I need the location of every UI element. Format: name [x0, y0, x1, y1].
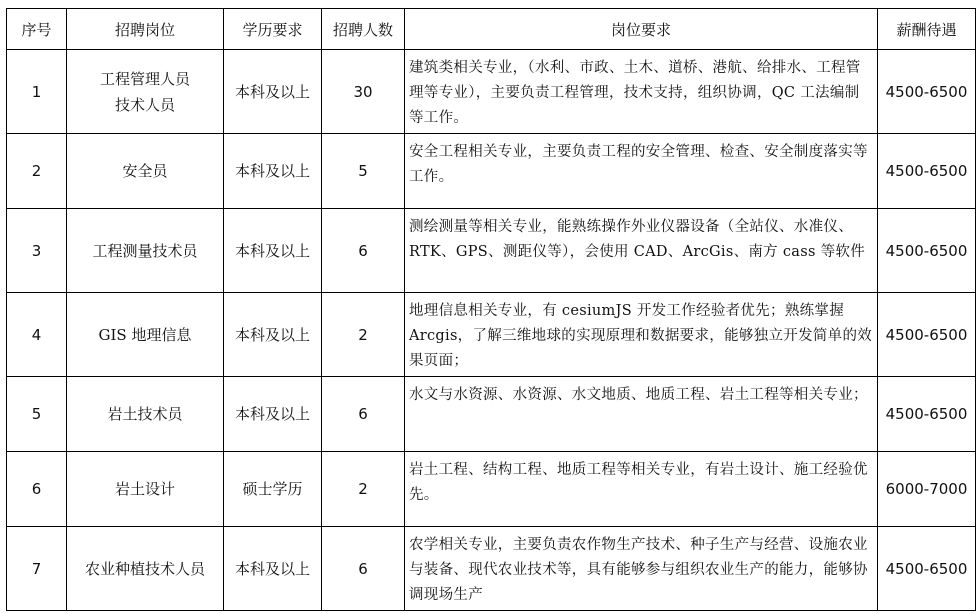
row-count: 6: [322, 377, 405, 452]
row-education: 本科及以上: [224, 134, 322, 209]
position-line: 岩土设计: [114, 480, 175, 498]
row-requirements: 安全工程相关专业，主要负责工程的安全管理、检查、安全制度落实等工作。: [405, 134, 878, 209]
header-no: 序号: [7, 9, 67, 50]
row-education: 本科及以上: [224, 527, 322, 611]
row-count: 6: [322, 527, 405, 611]
row-education: 本科及以上: [224, 209, 322, 293]
row-position: [67, 134, 224, 209]
header-row: [7, 9, 976, 50]
row-requirements: 岩土工程、结构工程、地质工程等相关专业，有岩土设计、施工经验优先。: [405, 452, 878, 527]
row-salary: 6000-7000: [878, 452, 976, 527]
table-row: [7, 134, 976, 209]
row-salary: 4500-6500: [878, 293, 976, 377]
recruitment-table: [6, 8, 976, 611]
row-salary: 4500-6500: [878, 209, 976, 293]
position-line: 工程测量技术员: [92, 241, 198, 260]
row-position: [67, 293, 224, 377]
position-line: 农业种植技术人员: [84, 559, 205, 578]
header-education: 学历要求: [224, 9, 322, 50]
row-education: 硕士学历: [224, 452, 322, 527]
header-requirements: 岗位要求: [405, 9, 878, 50]
table-row: [7, 50, 976, 134]
row-count: 6: [322, 209, 405, 293]
table-row: [7, 527, 976, 611]
row-salary: 4500-6500: [878, 134, 976, 209]
row-requirements: 建筑类相关专业，（水利、市政、土木、道桥、港航、给排水、工程管理等专业），主要负责工程管理，技术支持，组织协调，QC 工法编制等工作。: [405, 50, 878, 134]
row-requirements: 地理信息相关专业，有 cesiumJS 开发工作经验者优先；熟练掌握 Arcgis，了解三维地球的实现原理和数据要求，能够独立开发简单的效果页面；: [405, 293, 878, 377]
row-education: 本科及以上: [224, 293, 322, 377]
row-position: [67, 527, 224, 611]
position-line: 技术人员: [114, 95, 175, 114]
row-position: [67, 209, 224, 293]
header-count: 招聘人数: [322, 9, 405, 50]
row-no: 1: [7, 50, 67, 134]
header-position: 招聘岗位: [67, 9, 224, 50]
row-no: 6: [7, 452, 67, 527]
row-education: 本科及以上: [224, 50, 322, 134]
row-position: [67, 377, 224, 452]
row-salary: 4500-6500: [878, 527, 976, 611]
position-line: 安全员: [122, 162, 168, 180]
row-requirements: 水文与水资源、水资源、水文地质、地质工程、岩土工程等相关专业；: [405, 377, 878, 452]
row-position: [67, 50, 224, 134]
table-row: [7, 452, 976, 527]
position-line: GIS 地理信息: [98, 325, 192, 344]
row-salary: 4500-6500: [878, 50, 976, 134]
table-row: [7, 377, 976, 452]
recruitment-table-wrapper: [6, 8, 976, 611]
row-no: 4: [7, 293, 67, 377]
row-no: 5: [7, 377, 67, 452]
position-line: 岩土技术员: [107, 405, 183, 423]
row-no: 2: [7, 134, 67, 209]
row-requirements: 农学相关专业，主要负责农作物生产技术、种子生产与经营、设施农业与装备、现代农业技术等，具有能够参与组织农业生产的能力，能够协调现场生产: [405, 527, 878, 611]
row-requirements: 测绘测量等相关专业，能熟练操作外业仪器设备（全站仪、水准仪、RTK、GPS、测距仪等），会使用 CAD、ArcGis、南方 cass 等软件: [405, 209, 878, 293]
row-position: [67, 452, 224, 527]
position-line: 工程管理人员: [99, 69, 190, 88]
row-count: 30: [322, 50, 405, 134]
table-row: [7, 209, 976, 293]
row-education: 本科及以上: [224, 377, 322, 452]
row-count: 5: [322, 134, 405, 209]
row-count: 2: [322, 452, 405, 527]
row-no: 7: [7, 527, 67, 611]
row-count: 2: [322, 293, 405, 377]
header-salary: 薪酬待遇: [878, 9, 976, 50]
row-salary: 4500-6500: [878, 377, 976, 452]
row-no: 3: [7, 209, 67, 293]
table-row: [7, 293, 976, 377]
